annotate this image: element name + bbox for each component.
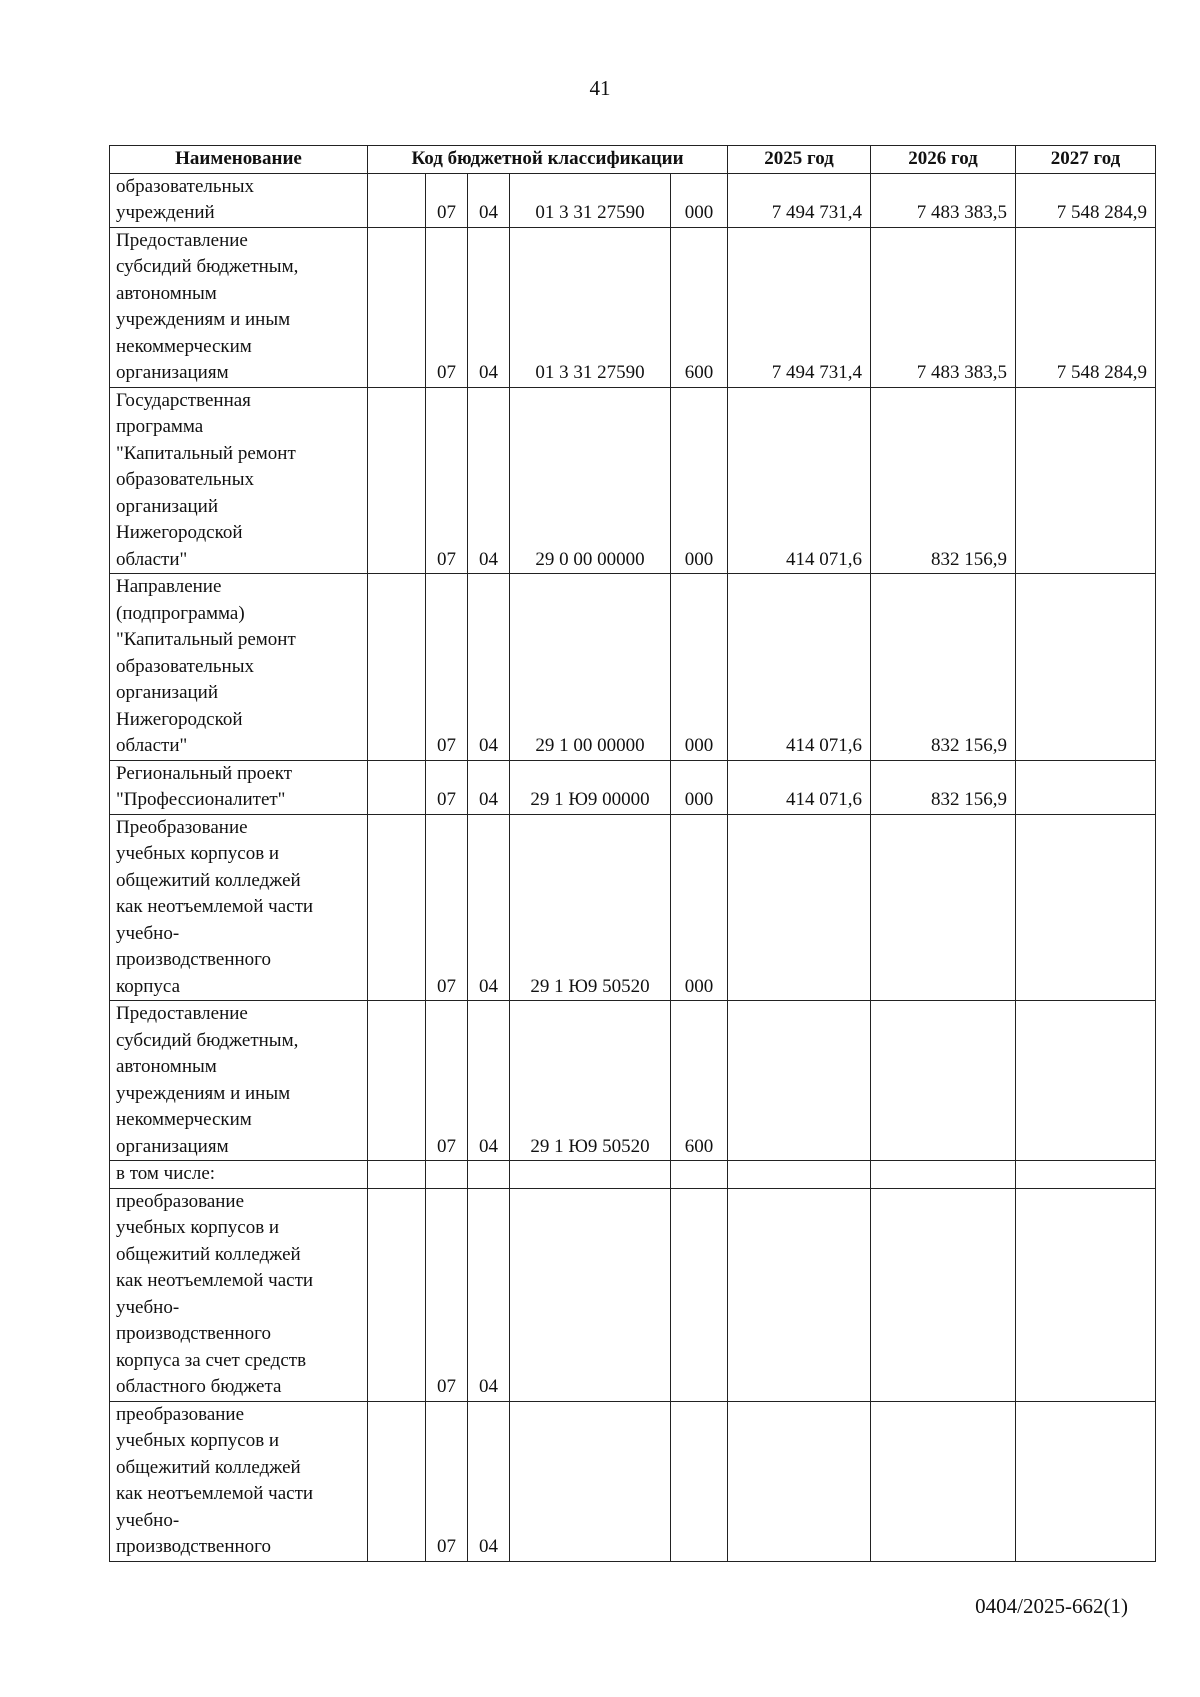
cell-name: преобразование учебных корпусов и общежитий колледжей как неотъемлемой части учебно- производственного (110, 1401, 368, 1561)
cell-target-article: 01 3 31 27590 (510, 173, 671, 227)
cell-2027 (1016, 760, 1156, 814)
cell-section: 07 (426, 1001, 468, 1161)
cell-2025: 414 071,6 (728, 387, 871, 574)
cell-target-article: 29 1 Ю9 50520 (510, 1001, 671, 1161)
cell-name: Предоставление субсидий бюджетным, автономным учреждениям и иным некоммерческим организациям (110, 1001, 368, 1161)
table-row (110, 1188, 1156, 1401)
cell-2026: 7 483 383,5 (871, 173, 1016, 227)
cell-ministry (368, 574, 426, 761)
table-row (110, 227, 1156, 387)
table-row (110, 574, 1156, 761)
cell-ministry (368, 1161, 426, 1189)
cell-section: 07 (426, 173, 468, 227)
table-row (110, 173, 1156, 227)
cell-target-article (510, 1161, 671, 1189)
cell-2027 (1016, 387, 1156, 574)
cell-expense-type: 600 (671, 1001, 728, 1161)
cell-section: 07 (426, 1401, 468, 1561)
cell-section: 07 (426, 574, 468, 761)
table-body (110, 173, 1156, 1561)
cell-2026: 7 483 383,5 (871, 227, 1016, 387)
cell-expense-type (671, 1188, 728, 1401)
cell-expense-type: 000 (671, 574, 728, 761)
cell-ministry (368, 173, 426, 227)
cell-target-article: 29 0 00 00000 (510, 387, 671, 574)
cell-2025 (728, 1161, 871, 1189)
cell-2025 (728, 1001, 871, 1161)
cell-section (426, 1161, 468, 1189)
cell-name: Предоставление субсидий бюджетным, автономным учреждениям и иным некоммерческим организациям (110, 227, 368, 387)
table-row (110, 1401, 1156, 1561)
cell-expense-type: 000 (671, 173, 728, 227)
cell-2027 (1016, 814, 1156, 1001)
cell-2027: 7 548 284,9 (1016, 227, 1156, 387)
header-2027: 2027 год (1016, 146, 1156, 174)
cell-subsection: 04 (468, 574, 510, 761)
header-2026: 2026 год (871, 146, 1016, 174)
table-row (110, 760, 1156, 814)
cell-expense-type: 000 (671, 387, 728, 574)
table-row (110, 1161, 1156, 1189)
cell-2026: 832 156,9 (871, 387, 1016, 574)
cell-section: 07 (426, 387, 468, 574)
cell-ministry (368, 1001, 426, 1161)
cell-name: Направление (подпрограмма) "Капитальный ремонт образовательных организаций Нижегородской области" (110, 574, 368, 761)
cell-name: Преобразование учебных корпусов и общежитий колледжей как неотъемлемой части учебно- производственного корпуса (110, 814, 368, 1001)
cell-2026 (871, 1001, 1016, 1161)
budget-table (109, 145, 1156, 1562)
cell-ministry (368, 814, 426, 1001)
cell-target-article: 29 1 Ю9 00000 (510, 760, 671, 814)
cell-expense-type (671, 1161, 728, 1189)
cell-expense-type: 600 (671, 227, 728, 387)
table-header-row (110, 146, 1156, 174)
cell-2025: 414 071,6 (728, 574, 871, 761)
cell-2027 (1016, 1001, 1156, 1161)
cell-2025: 7 494 731,4 (728, 173, 871, 227)
cell-2025: 414 071,6 (728, 760, 871, 814)
header-2025: 2025 год (728, 146, 871, 174)
cell-name: в том числе: (110, 1161, 368, 1189)
cell-target-article (510, 1401, 671, 1561)
cell-subsection: 04 (468, 1401, 510, 1561)
header-name: Наименование (110, 146, 368, 174)
cell-2027 (1016, 1188, 1156, 1401)
cell-section: 07 (426, 760, 468, 814)
cell-name: Государственная программа "Капитальный ремонт образовательных организаций Нижегородской области" (110, 387, 368, 574)
cell-subsection: 04 (468, 814, 510, 1001)
cell-expense-type: 000 (671, 760, 728, 814)
cell-2026 (871, 1161, 1016, 1189)
cell-2026: 832 156,9 (871, 574, 1016, 761)
cell-ministry (368, 1401, 426, 1561)
cell-section: 07 (426, 814, 468, 1001)
cell-2027 (1016, 1161, 1156, 1189)
cell-2027: 7 548 284,9 (1016, 173, 1156, 227)
cell-2026 (871, 814, 1016, 1001)
cell-2026 (871, 1188, 1016, 1401)
cell-subsection: 04 (468, 1001, 510, 1161)
cell-2027 (1016, 1401, 1156, 1561)
cell-name: Региональный проект "Профессионалитет" (110, 760, 368, 814)
cell-2025 (728, 1401, 871, 1561)
cell-subsection: 04 (468, 1188, 510, 1401)
cell-2027 (1016, 574, 1156, 761)
cell-section: 07 (426, 227, 468, 387)
cell-subsection (468, 1161, 510, 1189)
cell-name: преобразование учебных корпусов и общежитий колледжей как неотъемлемой части учебно- производственного корпуса за счет средств областного бюджета (110, 1188, 368, 1401)
cell-subsection: 04 (468, 227, 510, 387)
table-row (110, 1001, 1156, 1161)
document-id: 0404/2025-662(1) (975, 1594, 1128, 1618)
cell-target-article: 01 3 31 27590 (510, 227, 671, 387)
cell-2025: 7 494 731,4 (728, 227, 871, 387)
cell-name: образовательных учреждений (110, 173, 368, 227)
cell-subsection: 04 (468, 173, 510, 227)
cell-ministry (368, 387, 426, 574)
cell-section: 07 (426, 1188, 468, 1401)
cell-2025 (728, 814, 871, 1001)
cell-2026: 832 156,9 (871, 760, 1016, 814)
cell-subsection: 04 (468, 387, 510, 574)
header-code: Код бюджетной классификации (368, 146, 728, 174)
cell-target-article (510, 1188, 671, 1401)
cell-ministry (368, 227, 426, 387)
cell-expense-type (671, 1401, 728, 1561)
table-row (110, 387, 1156, 574)
cell-subsection: 04 (468, 760, 510, 814)
cell-ministry (368, 1188, 426, 1401)
cell-ministry (368, 760, 426, 814)
cell-2025 (728, 1188, 871, 1401)
cell-2026 (871, 1401, 1016, 1561)
page-number: 41 (589, 76, 611, 100)
cell-expense-type: 000 (671, 814, 728, 1001)
cell-target-article: 29 1 00 00000 (510, 574, 671, 761)
table-row (110, 814, 1156, 1001)
cell-target-article: 29 1 Ю9 50520 (510, 814, 671, 1001)
